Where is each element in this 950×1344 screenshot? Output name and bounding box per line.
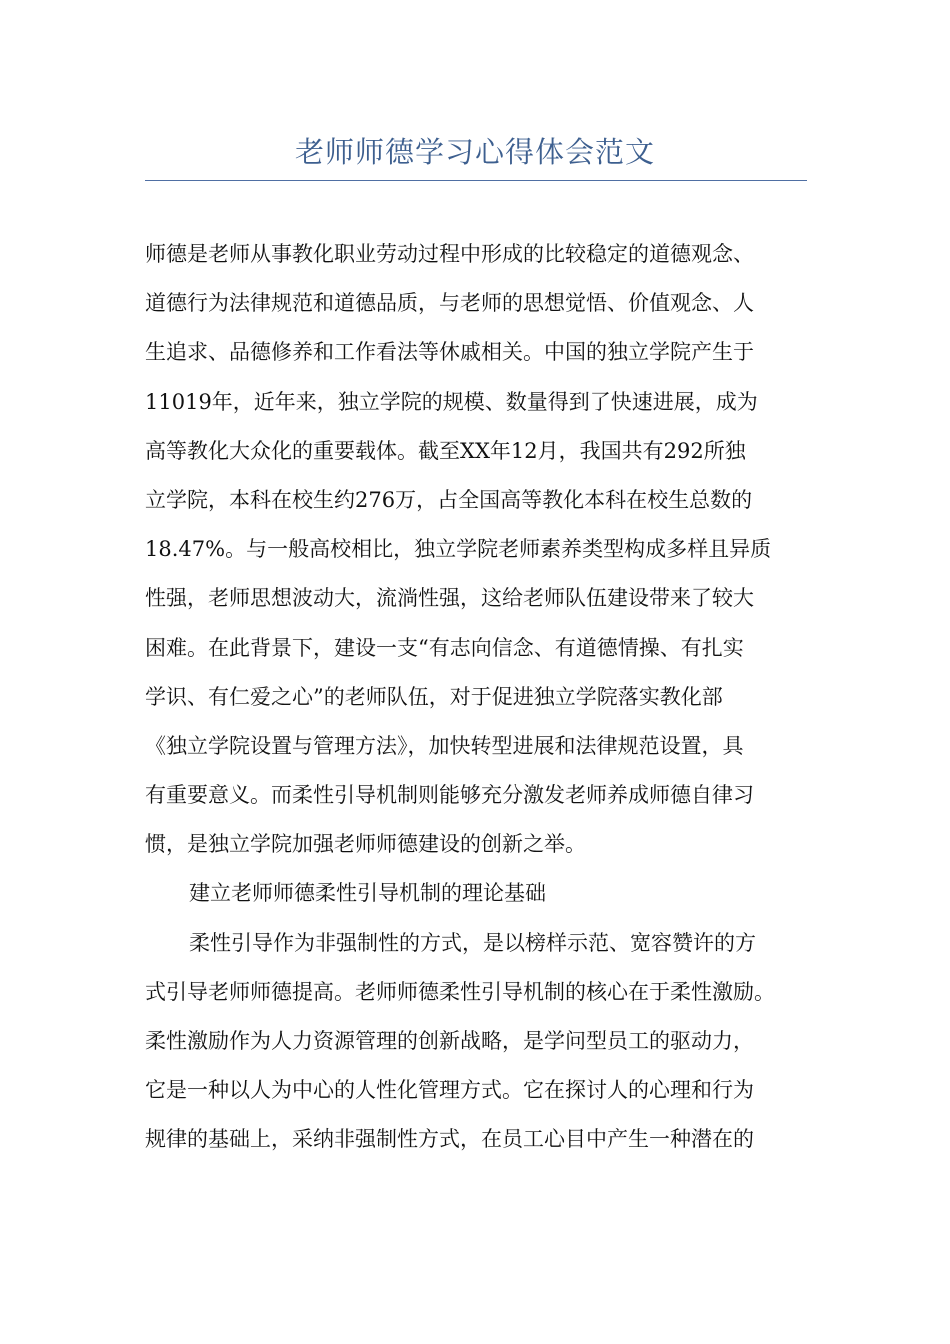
body-line: 11019年，近年来，独立学院的规模、数量得到了快速进展，成为: [145, 389, 758, 414]
body-line: 18.47%。与一般高校相比，独立学院老师素养类型构成多样且异质: [145, 537, 772, 562]
body-line: 立学院，本科在校生约276万，占全国高等教化本科在校生总数的: [145, 487, 753, 512]
body-line: 学识、有仁爱之心”的老师队伍，对于促进独立学院落实教化部: [145, 684, 723, 709]
body-line: 《独立学院设置与管理方法》，加快转型进展和法律规范设置，具: [145, 733, 744, 758]
body-line: 惯，是独立学院加强老师师德建设的创新之举。: [145, 832, 586, 857]
title-divider: [145, 180, 807, 181]
body-line: 师德是老师从事教化职业劳动过程中形成的比较稳定的道德观念、: [145, 242, 754, 266]
body-line: 有重要意义。而柔性引导机制则能够充分激发老师养成师德自律习: [145, 783, 754, 808]
body-line: 生追求、品德修养和工作看法等休戚相关。中国的独立学院产生于: [145, 340, 754, 365]
body-line: 道德行为法律规范和道德品质，与老师的思想觉悟、价值观念、人: [145, 291, 754, 316]
body-line: 它是一种以人为中心的人性化管理方式。它在探讨人的心理和行为: [145, 1078, 754, 1103]
body-line: 规律的基础上，采纳非强制性方式，在员工心目中产生一种潜在的: [145, 1127, 754, 1152]
body-line: 性强，老师思想波动大，流淌性强，这给老师队伍建设带来了较大: [145, 586, 754, 611]
document-body: [145, 230, 825, 1165]
body-line: 式引导老师师德提高。老师师德柔性引导机制的核心在于柔性激励。: [145, 979, 775, 1004]
body-line: 柔性引导作为非强制性的方式，是以榜样示范、宽容赞许的方: [189, 930, 756, 955]
body-line: 柔性激励作为人力资源管理的创新战略，是学问型员工的驱动力，: [145, 1029, 754, 1053]
page-title: 老师师德学习心得体会范文: [294, 135, 655, 169]
section-heading: 建立老师师德柔性引导机制的理论基础: [189, 881, 546, 906]
body-line: 困难。在此背景下，建设一支“有志向信念、有道德情操、有扎实: [145, 635, 744, 660]
body-line: 高等教化大众化的重要载体。截至XX年12月，我国共有292所独: [145, 438, 746, 463]
